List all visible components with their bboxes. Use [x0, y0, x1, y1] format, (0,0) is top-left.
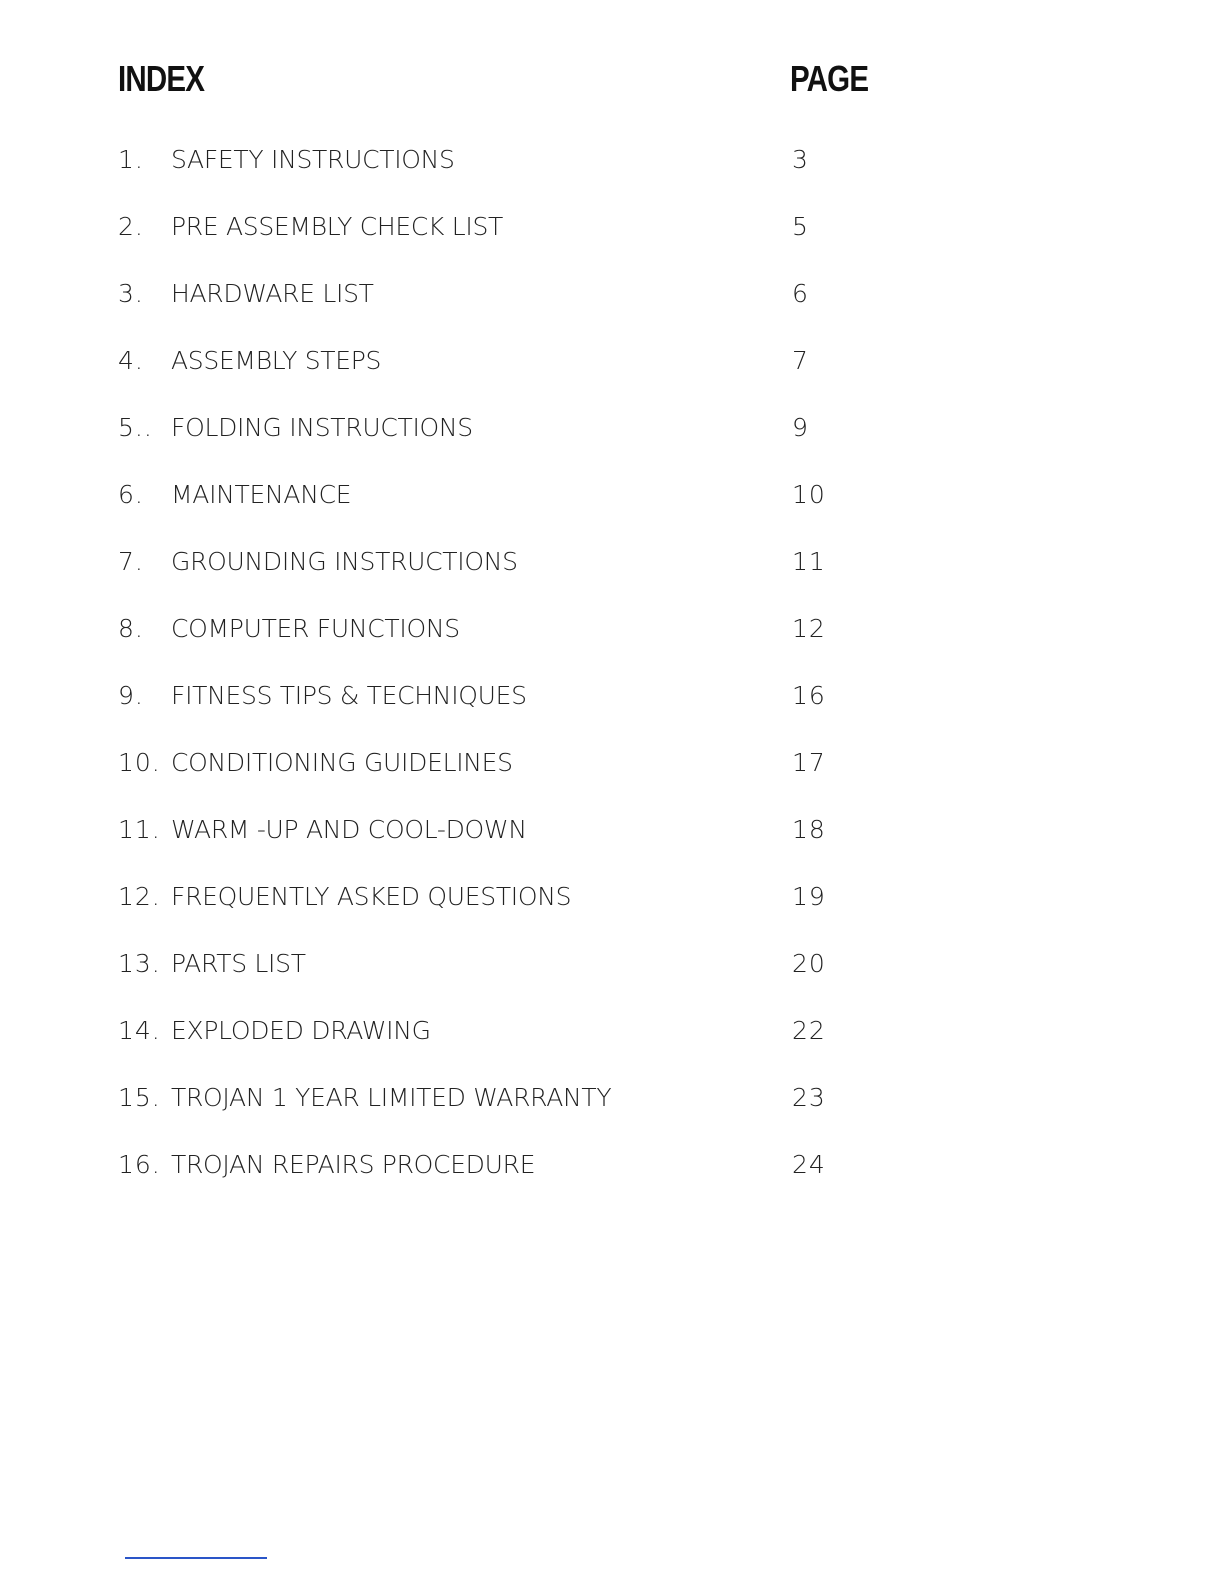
- footer-rule: [125, 1557, 267, 1559]
- toc-entry-title: FITNESS TIPS & TECHNIQUES: [171, 681, 527, 710]
- toc-entry-title: COMPUTER FUNCTIONS: [171, 614, 460, 643]
- toc-entry-hardware-list: [118, 274, 878, 341]
- page-heading: PAGE: [790, 58, 869, 99]
- toc-entry-grounding-instructions: [118, 542, 878, 609]
- toc-entry-page: 18: [792, 815, 826, 844]
- toc-entry-pre-assembly-check-list: [118, 207, 878, 274]
- toc-entry-title: GROUNDING INSTRUCTIONS: [171, 547, 518, 576]
- toc-entry-title: TROJAN 1 YEAR LIMITED WARRANTY: [171, 1083, 612, 1112]
- toc-entry-number: 9.: [118, 681, 144, 710]
- toc-entry-number: 13.: [118, 949, 161, 978]
- toc-entry-number: 5..: [118, 413, 153, 442]
- toc-entry-folding-instructions: [118, 408, 878, 475]
- toc-entry-number: 7.: [118, 547, 144, 576]
- toc-entry-page: 7: [792, 346, 809, 375]
- toc-entry-number: 14.: [118, 1016, 161, 1045]
- toc-entry-page: 3: [792, 145, 809, 174]
- toc-entry-title: PRE ASSEMBLY CHECK LIST: [171, 212, 503, 241]
- toc-entry-number: 1.: [118, 145, 144, 174]
- table-of-contents: [118, 140, 878, 1212]
- toc-entry-page: 6: [792, 279, 809, 308]
- toc-entry-page: 10: [792, 480, 826, 509]
- toc-entry-number: 2.: [118, 212, 144, 241]
- toc-entry-title: ASSEMBLY STEPS: [171, 346, 382, 375]
- toc-entry-exploded-drawing: [118, 1011, 878, 1078]
- toc-entry-warm-up-cool-down: [118, 810, 878, 877]
- toc-entry-title: PARTS LIST: [171, 949, 306, 978]
- toc-entry-number: 6.: [118, 480, 144, 509]
- toc-entry-title: FOLDING INSTRUCTIONS: [171, 413, 473, 442]
- toc-entry-title: TROJAN REPAIRS PROCEDURE: [171, 1150, 536, 1179]
- toc-entry-fitness-tips: [118, 676, 878, 743]
- index-header: [118, 58, 878, 108]
- toc-entry-number: 15.: [118, 1083, 161, 1112]
- toc-entry-title: HARDWARE LIST: [171, 279, 374, 308]
- toc-entry-title: FREQUENTLY ASKED QUESTIONS: [171, 882, 572, 911]
- index-heading: INDEX: [118, 58, 205, 99]
- toc-entry-number: 4.: [118, 346, 144, 375]
- toc-entry-number: 8.: [118, 614, 144, 643]
- toc-entry-number: 3.: [118, 279, 144, 308]
- toc-entry-title: CONDITIONING GUIDELINES: [171, 748, 513, 777]
- toc-entry-safety-instructions: [118, 140, 878, 207]
- toc-entry-title: SAFETY INSTRUCTIONS: [171, 145, 455, 174]
- toc-entry-number: 11.: [118, 815, 161, 844]
- toc-entry-computer-functions: [118, 609, 878, 676]
- toc-entry-title: WARM -UP AND COOL-DOWN: [171, 815, 527, 844]
- toc-entry-page: 9: [792, 413, 809, 442]
- toc-entry-number: 16.: [118, 1150, 161, 1179]
- toc-entry-repairs-procedure: [118, 1145, 878, 1212]
- toc-entry-page: 20: [792, 949, 826, 978]
- toc-entry-page: 23: [792, 1083, 826, 1112]
- toc-entry-page: 19: [792, 882, 826, 911]
- toc-entry-faq: [118, 877, 878, 944]
- toc-entry-maintenance: [118, 475, 878, 542]
- toc-entry-title: MAINTENANCE: [171, 480, 352, 509]
- toc-entry-page: 12: [792, 614, 826, 643]
- toc-entry-parts-list: [118, 944, 878, 1011]
- toc-entry-page: 22: [792, 1016, 826, 1045]
- toc-entry-page: 16: [792, 681, 826, 710]
- toc-entry-title: EXPLODED DRAWING: [171, 1016, 431, 1045]
- toc-entry-page: 5: [792, 212, 809, 241]
- toc-entry-assembly-steps: [118, 341, 878, 408]
- toc-entry-warranty: [118, 1078, 878, 1145]
- toc-entry-conditioning-guidelines: [118, 743, 878, 810]
- toc-entry-page: 24: [792, 1150, 826, 1179]
- toc-entry-page: 17: [792, 748, 826, 777]
- toc-entry-number: 12.: [118, 882, 161, 911]
- toc-entry-page: 11: [792, 547, 826, 576]
- toc-entry-number: 10.: [118, 748, 161, 777]
